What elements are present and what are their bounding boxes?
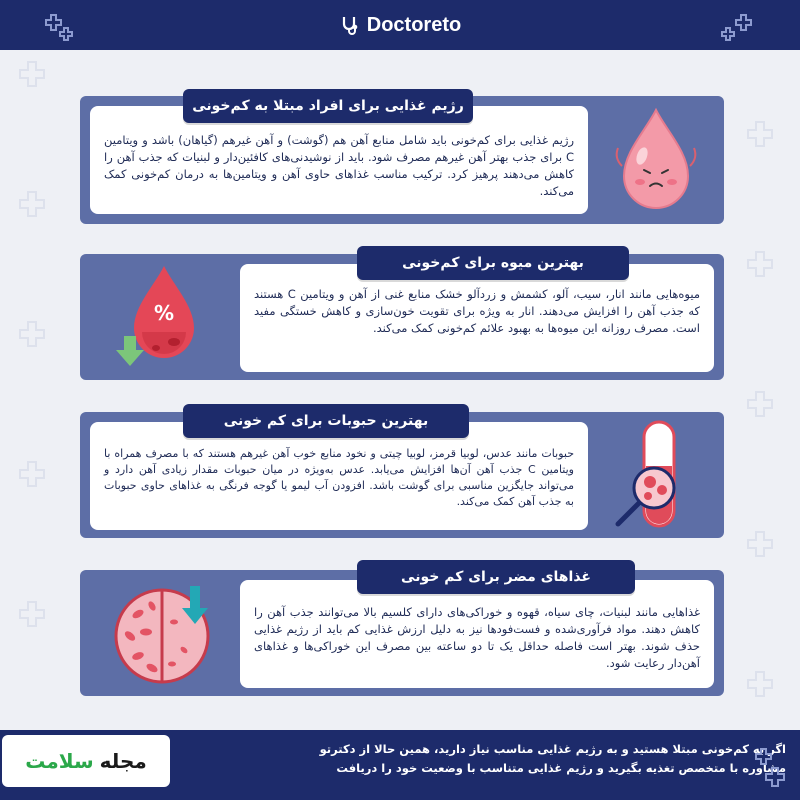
- footer-line-1: اگر به کم‌خونی مبتلا هستید و به رژیم غذایی مناسب نیاز دارید، همین حالا از دکترتو: [319, 742, 786, 756]
- section-body-2: میوه‌هایی مانند انار، سیب، آلو، کشمش و زردآلو خشک منابع غنی از آهن و ویتامین C هستند که جذب آهن را افزایش می‌دهند. انار به ویژه برای تقویت خون‌سازی و کاهش خستگی مفید است. مصرف روزانه این میوه‌ها به بهبود علائم کم‌خونی کمک می‌کند.: [254, 287, 700, 335]
- sad-blood-drop-icon: [606, 104, 706, 216]
- brand-logo[interactable]: [339, 14, 461, 37]
- blood-drop-percent-icon: [112, 262, 212, 372]
- badge-word-2: سلامت: [25, 749, 94, 773]
- medical-cross-icon: [40, 6, 80, 46]
- footer-cta: [186, 740, 786, 778]
- section-body-3: حبوبات مانند عدس، لوبیا قرمز، لوبیا چیتی و نخود منابع خوب آهن غیرهم هستند که با مصرف همراه با ویتامین C جذب آهن آن‌ها افزایش می‌یابد. عدس به‌ویژه در میان حبوبات مقدار زیادی آهن دارد و می‌تواند جایگزین مناسبی برای گوشت باشد. افزودن آب لیمو یا گوجه فرنگی به غذاهای حاوی حبوبات به جذب آهن کمک می‌کند.: [104, 447, 574, 508]
- footer-line-2: مشاوره با متخصص تغذیه بگیرید و رژیم غذایی متناسب با وضعیت خود را دریافت: [336, 761, 786, 775]
- section-title-4: غذاهای مضر برای کم خونی: [357, 560, 635, 594]
- section-title-3: بهترین حبوبات برای کم خونی: [183, 404, 469, 438]
- section-card-4: [240, 580, 714, 688]
- blood-test-tube-magnifier-icon: [604, 418, 704, 534]
- section-card-3: [90, 422, 588, 530]
- section-title-2: بهترین میوه برای کم‌خونی: [357, 246, 629, 280]
- section-body-4: غذاهایی مانند لبنیات، چای سیاه، قهوه و خوراکی‌های دارای کلسیم بالا می‌توانند جذب آهن را کاهش دهند. مواد فرآوری‌شده و فست‌فودها نیز به دلیل ارزش غذایی کم باید از رژیم غذایی حذف شوند. بهتر است فاصله حداقل یک تا دو ساعته بین مصرف این خوراکی‌ها و غذاهای آهن‌دار رعایت شود.: [254, 605, 700, 670]
- medical-cross-icon: [718, 6, 758, 46]
- header-bar: [0, 0, 800, 50]
- badge-word-1: مجله: [99, 749, 147, 773]
- red-blood-cells-decrease-icon: [108, 582, 218, 690]
- section-card-2: [240, 264, 714, 372]
- stethoscope-icon: [339, 14, 361, 36]
- health-magazine-badge[interactable]: [2, 735, 170, 787]
- medical-cross-icon: [752, 746, 796, 796]
- section-title-1: رژیم غذایی برای افراد مبتلا به کم‌خونی: [183, 89, 473, 123]
- section-body-1: رژیم غذایی برای کم‌خونی باید شامل منابع آهن هم (گوشت) و آهن غیرهم (گیاهان) باشد و ویتامین C برای جذب بهتر آهن غیرهم مصرف شود. باید از نوشیدنی‌های کافئین‌دار و لبنیات که جذب آهن را کاهش می‌دهند پرهیز کرد. ترکیب مناسب غذاهای حاوی آهن و ویتامین‌ها به درمان کم‌خونی کمک می‌کند.: [104, 133, 574, 198]
- brand-name: Doctoreto: [366, 13, 462, 36]
- svg-text:%: %: [153, 301, 175, 325]
